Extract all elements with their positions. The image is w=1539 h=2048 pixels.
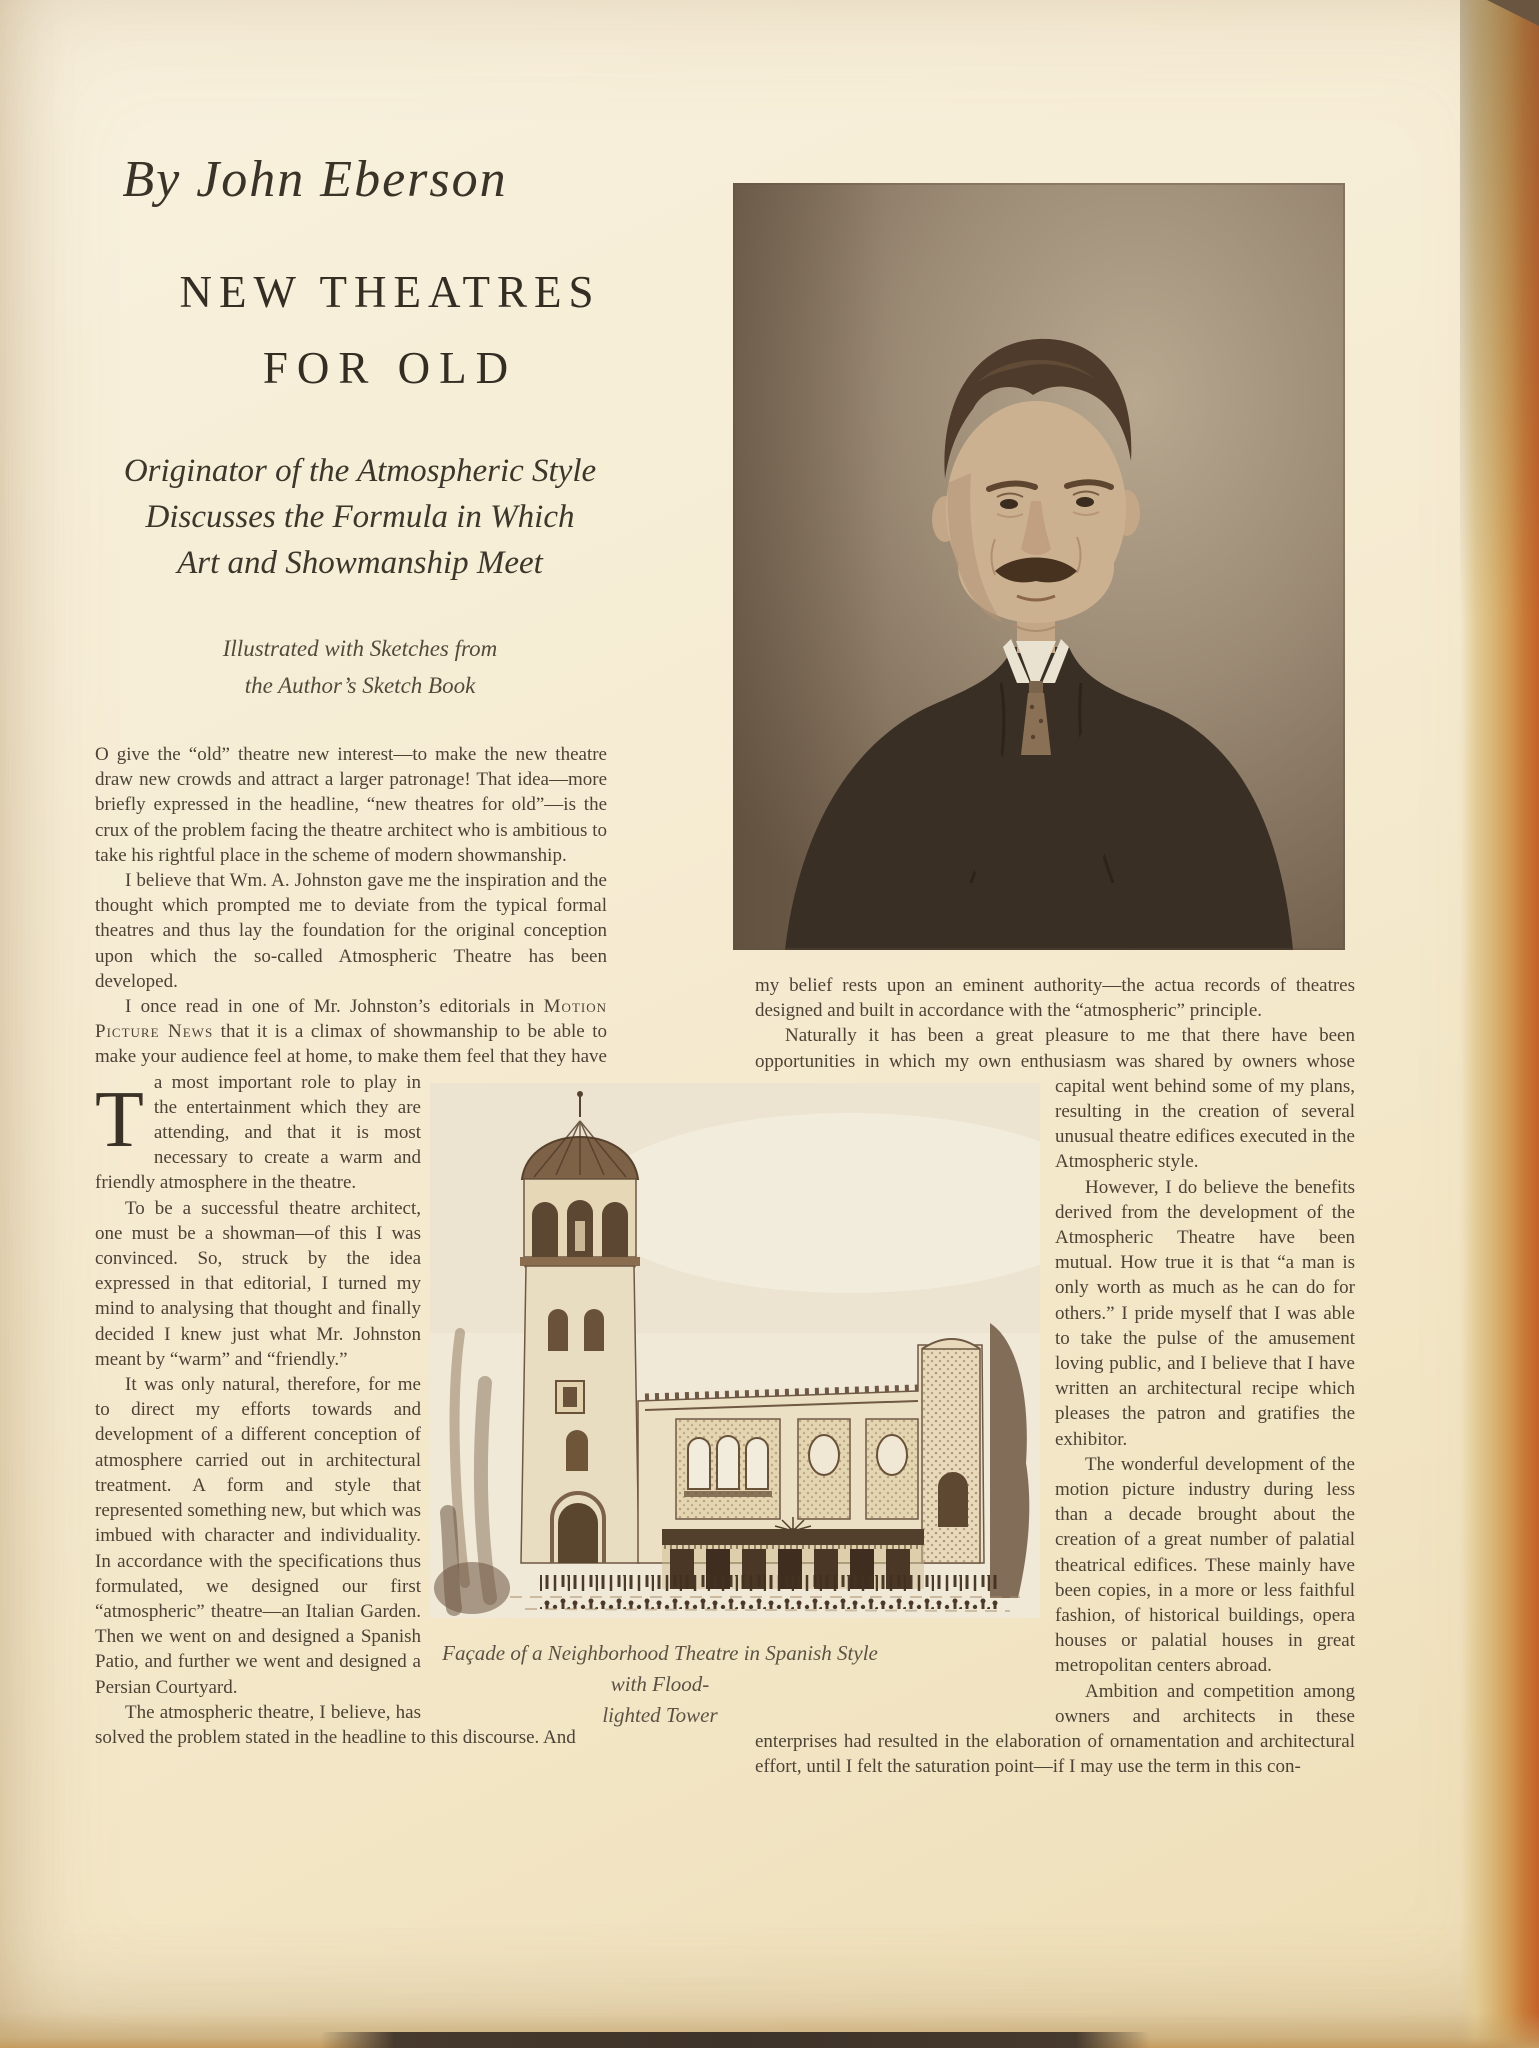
paragraph: Naturally it has been a great pleasure to me that there have been opportunities in which my own enthusiasm was shared by owners whose capital went behind some of my plans, resulting in the creation of several unusual theatre edifices executed in the Atmospheric style. <box>755 1025 1355 1173</box>
paragraph: However, I do believe the benefits derived from the development of the Atmospheric Theatre have been mutual. How true it is that “a man is only worth as much as he can do for others.” I pride myself that I was able to take the pulse of the amusement loving public, and I believe that I have written an architectural recipe which pleases the patron and gratifies the exhibitor. <box>1055 1176 1355 1450</box>
sketch-wrap-spacer <box>755 1083 1055 1719</box>
subtitle-line3: Art and Showmanship Meet <box>177 545 543 581</box>
paragraph: The wonderful development of the motion picture industry during less than a decade brought about the creation of a great number of palatial theatrical edifices. These mainly have been copies, in a more or less faithful fashion, of historical buildings, opera houses or palatial houses in great metropolitan centers abroad. <box>1055 1453 1355 1677</box>
paragraph: To be a successful theatre architect, one must be a showman—of this I was convinced. So, struck by the idea expressed in that editorial, I turned my mind to analysing that thought and finally decided I knew just what Mr. Johnston meant by “warm” and “friendly.” <box>95 1197 421 1370</box>
article-subtitle <box>95 448 625 586</box>
paragraph: Ambition and competition among owners and architects in these enterprises had resulted in the elaboration of ornamentation and architectural effort, until I felt the saturation point—if I may use the term in this con- <box>755 1680 1355 1778</box>
portrait-photo-john-eberson <box>733 183 1345 950</box>
sketch-wrap-spacer <box>421 1083 607 1719</box>
sketch-caption-line2: lighted Tower <box>602 1703 718 1727</box>
subtitle-line2: Discusses the Formula in Which <box>145 499 575 535</box>
book-page-edges-shadow <box>1460 0 1539 620</box>
illustration-note <box>95 630 625 704</box>
paragraph: I believe that Wm. A. Johnston gave me the inspiration and the thought which prompted me to deviate from the typical formal theatres and thus lay the foundation for the original conception upon which the so-called Atmospheric Theatre has been developed. <box>95 870 607 992</box>
publication-name: Motion Picture News <box>95 996 607 1043</box>
paragraph: It was only natural, therefore, for me to direct my efforts towards and development of a different conception of atmosphere carried out in architectural treatment. A form and style that represented something new, but which was imbued with character and individuality. In accordance with the specifications thus formulated, we designed our first “atmospheric” theatre—an Italian Garden. Then we went on and designed a Spanish Patio, and further we went and designed a Persian Courtyard. <box>95 1374 421 1698</box>
top-right-corner-shadow <box>1487 0 1539 26</box>
paragraph: The atmospheric theatre, I believe, has solved the problem stated in the headline to this discourse. And <box>95 1701 576 1748</box>
paragraph: my belief rests upon an eminent authority—the actua records of theatres designed and built in accordance with the “atmospheric” principle. <box>755 975 1355 1022</box>
subtitle-line1: Originator of the Atmospheric Style <box>123 453 597 489</box>
byline: By John Eberson <box>122 151 508 208</box>
article-title-line1: NEW THEATRES <box>179 267 601 317</box>
bottom-binding-shadow <box>320 2032 1150 2048</box>
drop-cap: T <box>95 1076 144 1164</box>
right-text-column <box>755 973 1355 1995</box>
left-text-column <box>95 742 607 1974</box>
illustration-note-line2: the Author’s Sketch Book <box>244 673 476 698</box>
paragraph: I once read in one of Mr. Johnston’s editorials in Motion Picture News that it is a climax of showmanship to be able to make your audience feel at home, to make them feel that they have a most important role to play in the entertainment which they are attending, and that it is most necessary to create a warm and friendly atmosphere in the theatre. <box>95 996 607 1194</box>
article-title-line2: FOR OLD <box>262 343 518 393</box>
sketch-caption-line1: Façade of a Neighborhood Theatre in Spanish Style with Flood- <box>442 1641 878 1696</box>
illustration-note-line1: Illustrated with Sketches from <box>222 636 498 661</box>
paragraph-opening: T O give the “old” theatre new interest—to make the new theatre draw new crowds and attract a larger patronage! That idea—more briefly expressed in the headline, “new theatres for old”—is the crux of the problem facing the theatre architect who is ambitious to take his rightful place in the scheme of modern showmanship. <box>95 744 607 1164</box>
